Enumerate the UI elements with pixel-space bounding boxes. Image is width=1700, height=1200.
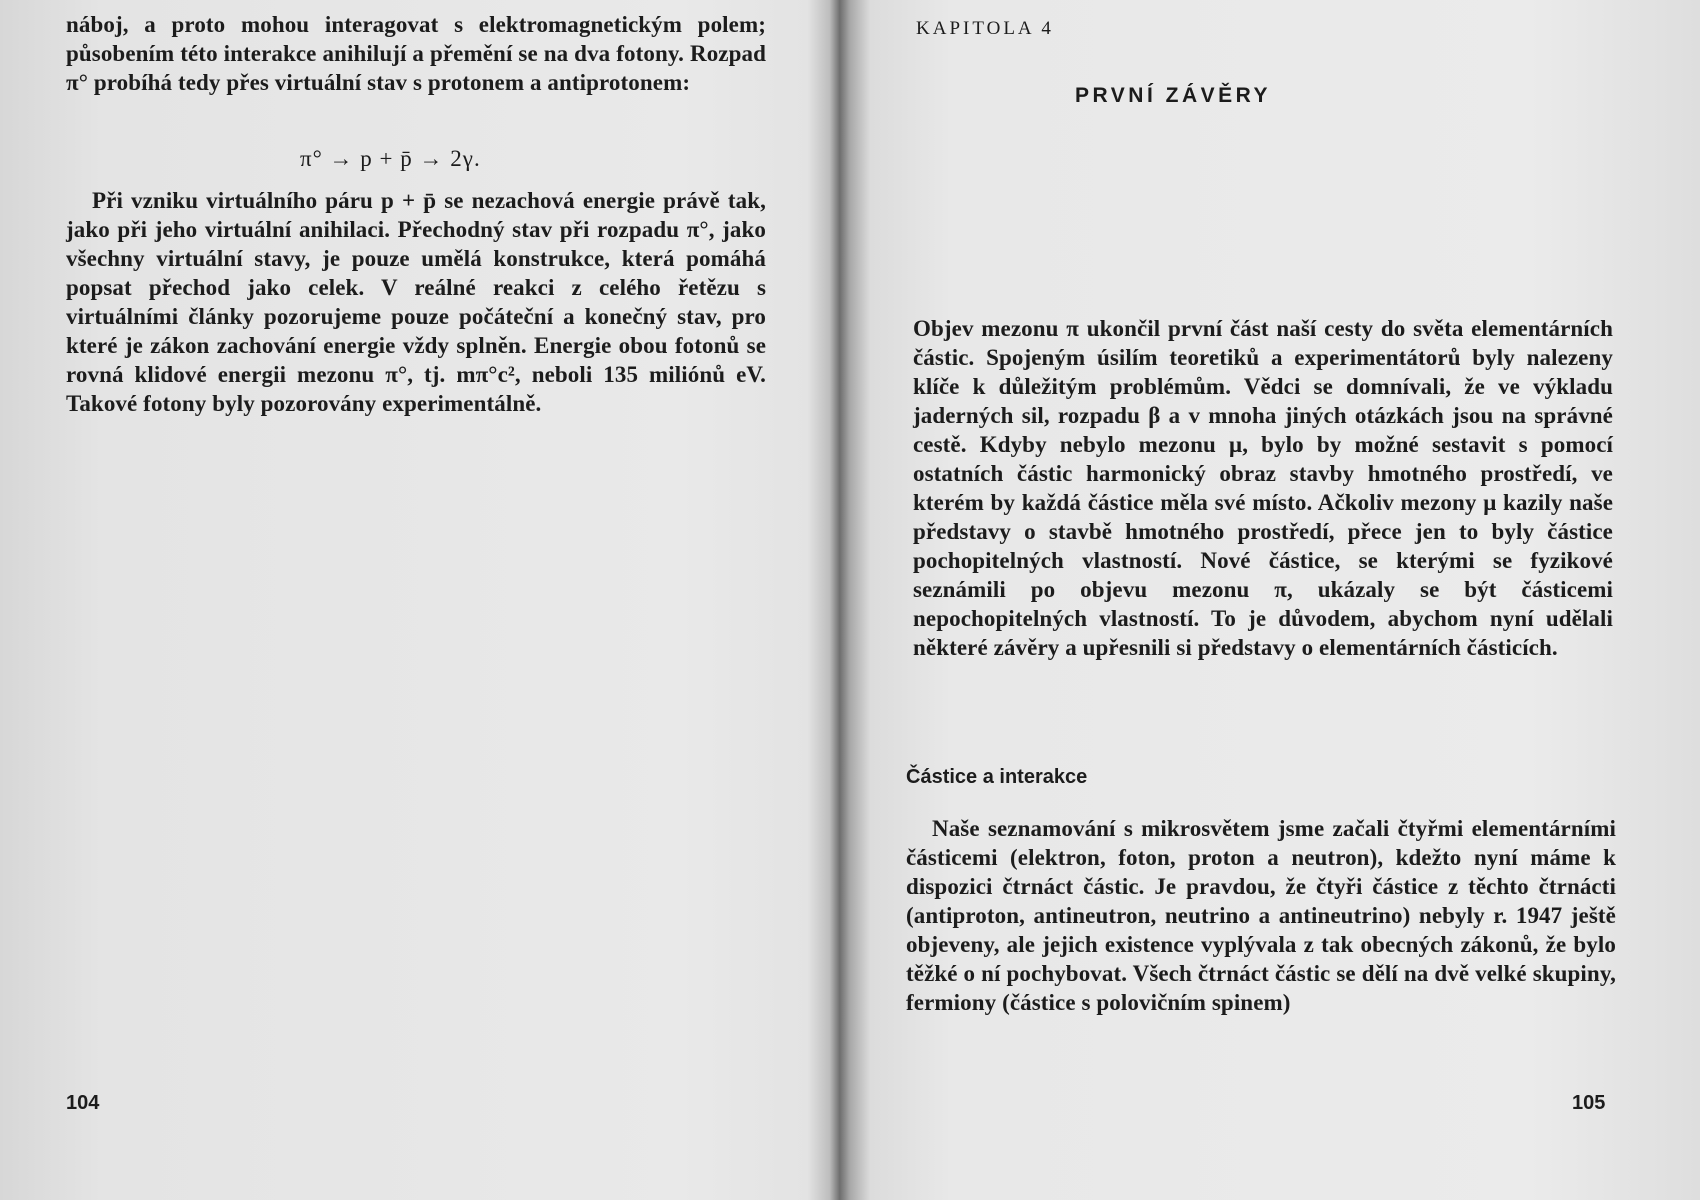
page-number-left: 104 <box>66 1092 100 1114</box>
chapter-intro-paragraph <box>913 314 1613 662</box>
left-paragraph-2-text: Při vzniku virtuálního páru p + p̄ se nezachová energie právě tak, jako při jeho virtuální anihilaci. Přechodný stav při rozpadu π°, jako všechny virtuální stavy, je pouze umělá konstrukce, která pomáhá popsat přechod jako celek. V reálné reakci z celého řetězu s virtuálními články pozorujeme pouze počáteční a konečný stav, pro které je zákon zachování energie vždy splněn. Energie obou fotonů se rovná klidové energii mezonu π°, tj. mπ°c², neboli 135 miliónů eV. Takové fotony byly pozorovány experimentálně. <box>66 188 766 416</box>
page-number-right: 105 <box>1572 1092 1606 1114</box>
bleed-through-text <box>70 500 750 920</box>
section-paragraph-text: Naše seznamování s mikrosvětem jsme začali čtyřmi elementárními částicemi (elektron, foton, proton a neutron), kdežto nyní máme k dispozici čtrnáct částic. Je pravdou, že čtyři částice z těchto čtrnácti (antiproton, antineutron, neutrino a antineutrino) nebyly r. 1947 ještě objeveny, ale jejich existence vyplývala z tak obecných zákonů, že bylo těžké o ní pochybovat. Všech čtrnáct částic se dělí na dvě velké skupiny, fermiony (částice s polovičním spinem) <box>906 816 1616 1015</box>
pion-decay-equation: π° → p + p̄ → 2γ. <box>300 146 481 171</box>
section-heading: Částice a interakce <box>906 766 1088 788</box>
section-paragraph <box>906 814 1616 1017</box>
left-paragraph-2 <box>66 186 766 418</box>
left-paragraph-1-text: náboj, a proto mohou interagovat s elektromagnetickým polem; působením této interakce anihilují a přemění se na dva fotony. Rozpad π° probíhá tedy přes virtuální stav s protonem a antiprotonem: <box>66 12 766 95</box>
left-paragraph-1 <box>66 10 766 97</box>
chapter-title: PRVNÍ ZÁVĚRY <box>1075 84 1272 107</box>
right-page <box>850 0 1700 1200</box>
chapter-intro-text: Objev mezonu π ukončil první část naší cesty do světa elementárních částic. Spojeným úsilím teoretiků a experimentátorů byly nalezeny klíče k důležitým problémům. Vědci se domnívali, že ve výkladu jaderných sil, rozpadu β a v mnoha jiných otázkách jsou na správné cestě. Kdyby nebylo mezonu μ, bylo by možné sestavit s pomocí ostatních částic harmonický obraz stavby hmotného prostředí, ve kterém by každá částice měla své místo. Ačkoliv mezony μ kazily naše představy o stavbě hmotného prostředí, přece jen to byly částice pochopitelných vlastností. Nové částice, se kterými se fyzikové seznámili po objevu mezonu π, ukázaly se být částicemi nepochopitelných vlastností. To je důvodem, abychom nyní udělali některé závěry a upřesnili si představy o elementárních částicích. <box>913 316 1613 660</box>
chapter-label: KAPITOLA 4 <box>916 18 1054 39</box>
left-page <box>0 0 825 1200</box>
